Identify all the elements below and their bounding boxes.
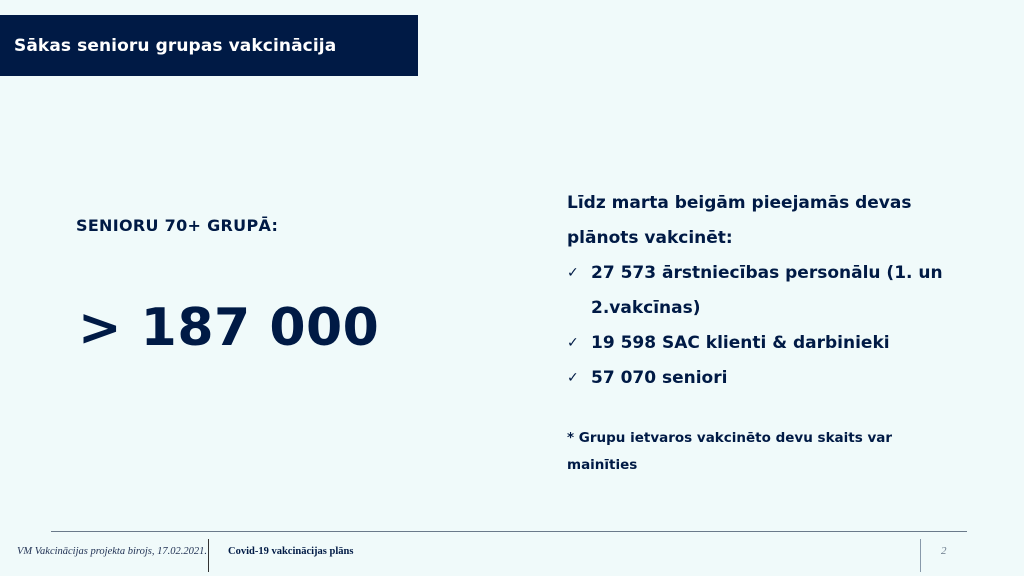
footer-document-title: Covid-19 vakcinācijas plāns — [228, 546, 354, 557]
vaccination-plan-block — [567, 186, 967, 396]
list-item-text: 57 070 seniori — [591, 368, 728, 388]
footer-divider-line — [51, 531, 967, 532]
list-item — [567, 326, 967, 361]
footnote: * Grupu ietvaros vakcinēto devu skaits var mainīties — [567, 430, 893, 473]
footer-separator — [920, 539, 921, 572]
seniors-count-value: > 187 000 — [78, 298, 380, 358]
footer-source: VM Vakcinācijas projekta birojs, 17.02.2021. — [17, 546, 207, 557]
list-item — [567, 256, 967, 326]
checkmark-icon: ✓ — [567, 335, 579, 351]
list-item-text: 19 598 SAC klienti & darbinieki — [591, 333, 890, 353]
footer-separator — [208, 539, 209, 572]
page-number: 2 — [941, 545, 947, 557]
vaccination-plan-list — [567, 256, 967, 396]
checkmark-icon: ✓ — [567, 265, 579, 281]
list-item — [567, 361, 967, 396]
checkmark-icon: ✓ — [567, 370, 579, 386]
slide-title: Sākas senioru grupas vakcinācija — [14, 35, 337, 56]
vaccination-plan-heading: Līdz marta beigām pieejamās devas plānots vakcinēt: — [567, 193, 912, 248]
seniors-group-label: SENIORU 70+ GRUPĀ: — [76, 216, 279, 235]
list-item-text: 27 573 ārstniecības personālu (1. un 2.vakcīnas) — [591, 263, 943, 318]
slide-title-bar — [0, 15, 418, 76]
